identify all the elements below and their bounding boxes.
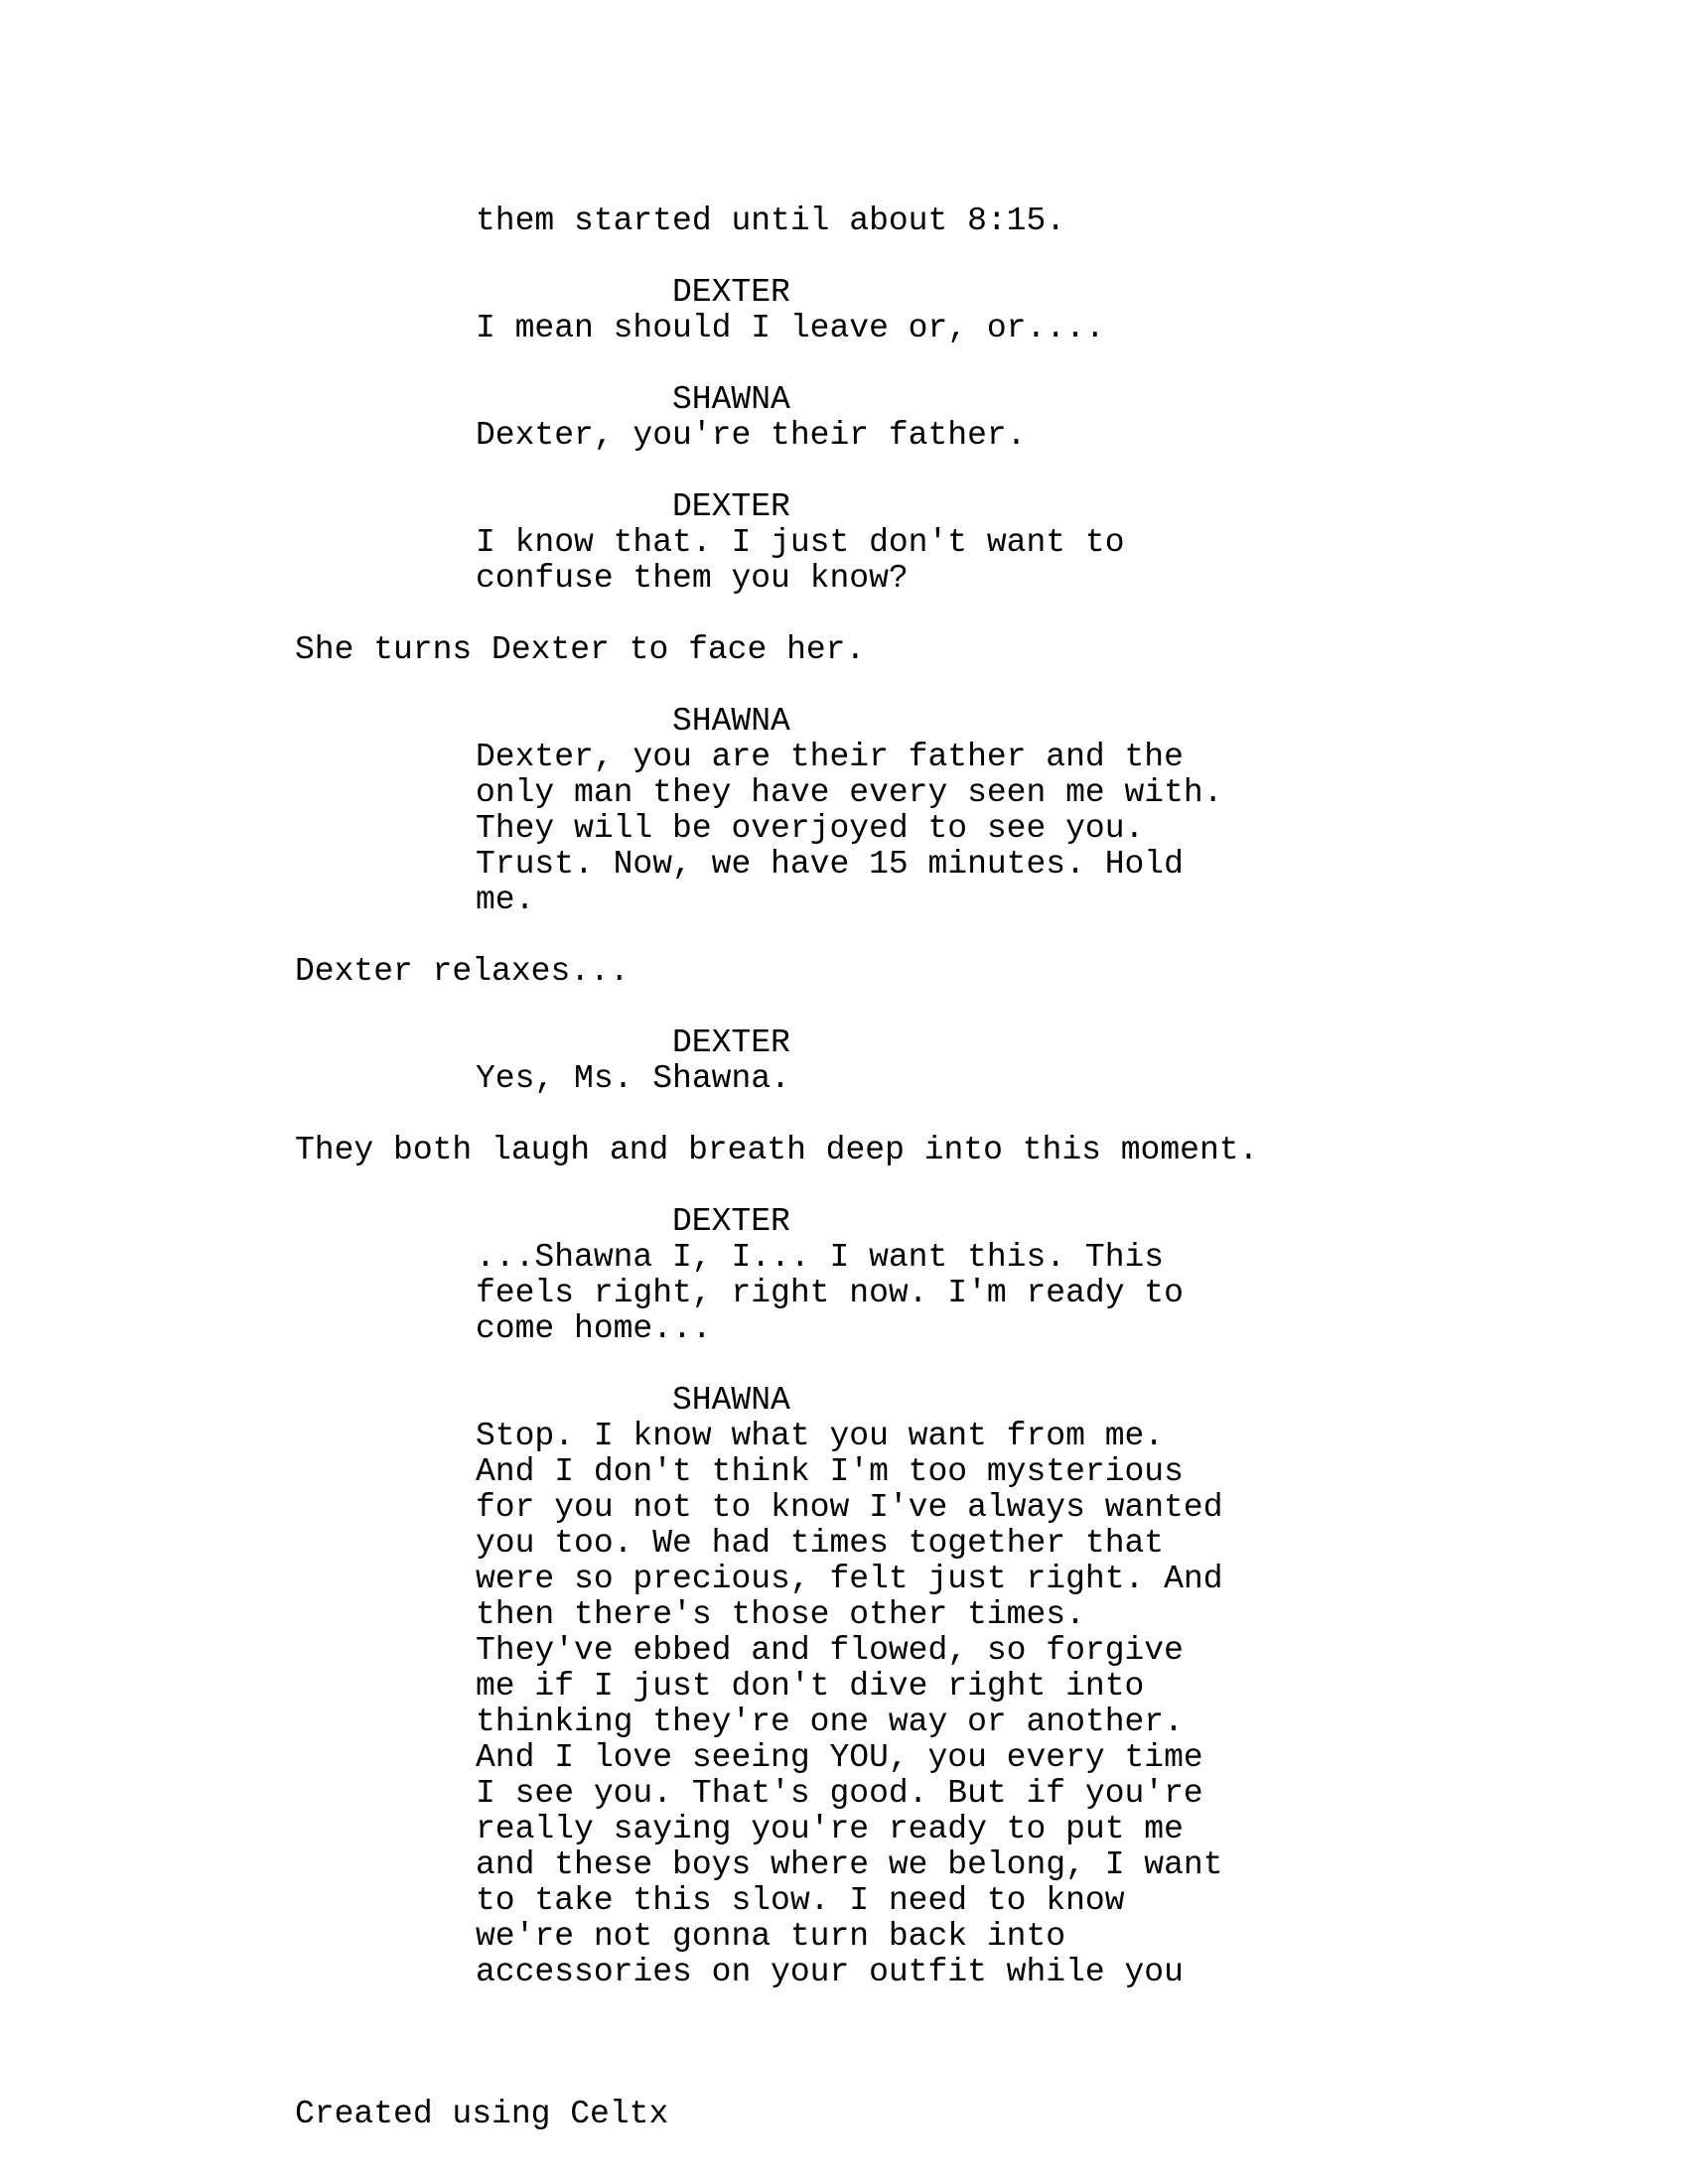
dialogue-line: you too. We had times together that (476, 1525, 1165, 1562)
action-line: She turns Dexter to face her. (295, 631, 866, 668)
dialogue-line: them started until about 8:15. (476, 203, 1066, 239)
dialogue-line: Stop. I know what you want from me. (476, 1418, 1165, 1454)
dialogue-line: Trust. Now, we have 15 minutes. Hold (476, 846, 1184, 883)
dialogue-line: to take this slow. I need to know (476, 1882, 1125, 1919)
page-footer: Created using Celtx (295, 2096, 669, 2132)
character-line: SHAWNA (672, 381, 790, 418)
dialogue-line: thinking they're one way or another. (476, 1704, 1184, 1740)
dialogue-line: Dexter, you're their father. (476, 417, 1027, 454)
dialogue-line: And I love seeing YOU, you every time (476, 1739, 1203, 1776)
dialogue-line: only man they have every seen me with. (476, 774, 1223, 811)
dialogue-line: then there's those other times. (476, 1596, 1085, 1633)
dialogue-line: I know that. I just don't want to (476, 524, 1125, 561)
dialogue-line: ...Shawna I, I... I want this. This (476, 1239, 1165, 1276)
character-line: SHAWNA (672, 703, 790, 740)
dialogue-line: come home... (476, 1310, 712, 1347)
character-line: SHAWNA (672, 1382, 790, 1419)
dialogue-line: we're not gonna turn back into (476, 1918, 1066, 1955)
character-line: DEXTER (672, 1203, 790, 1240)
dialogue-line: They've ebbed and flowed, so forgive (476, 1632, 1184, 1669)
dialogue-line: I mean should I leave or, or.... (476, 310, 1105, 346)
dialogue-line: feels right, right now. I'm ready to (476, 1275, 1184, 1311)
dialogue-line: confuse them you know? (476, 560, 909, 597)
dialogue-line: me. (476, 882, 535, 918)
dialogue-line: accessories on your outfit while you (476, 1954, 1184, 1990)
dialogue-line: were so precious, felt just right. And (476, 1561, 1223, 1597)
character-line: DEXTER (672, 274, 790, 311)
action-line: They both laugh and breath deep into this moment. (295, 1132, 1259, 1168)
dialogue-line: Dexter, you are their father and the (476, 739, 1184, 775)
dialogue-line: me if I just don't dive right into (476, 1668, 1145, 1705)
dialogue-line: They will be overjoyed to see you. (476, 810, 1145, 847)
dialogue-line: for you not to know I've always wanted (476, 1489, 1223, 1526)
action-line: Dexter relaxes... (295, 953, 630, 990)
dialogue-line: Yes, Ms. Shawna. (476, 1060, 790, 1097)
dialogue-line: I see you. That's good. But if you're (476, 1775, 1203, 1812)
character-line: DEXTER (672, 1024, 790, 1061)
dialogue-line: And I don't think I'm too mysterious (476, 1453, 1184, 1490)
dialogue-line: really saying you're ready to put me (476, 1811, 1184, 1847)
character-line: DEXTER (672, 488, 790, 525)
dialogue-line: and these boys where we belong, I want (476, 1846, 1223, 1883)
